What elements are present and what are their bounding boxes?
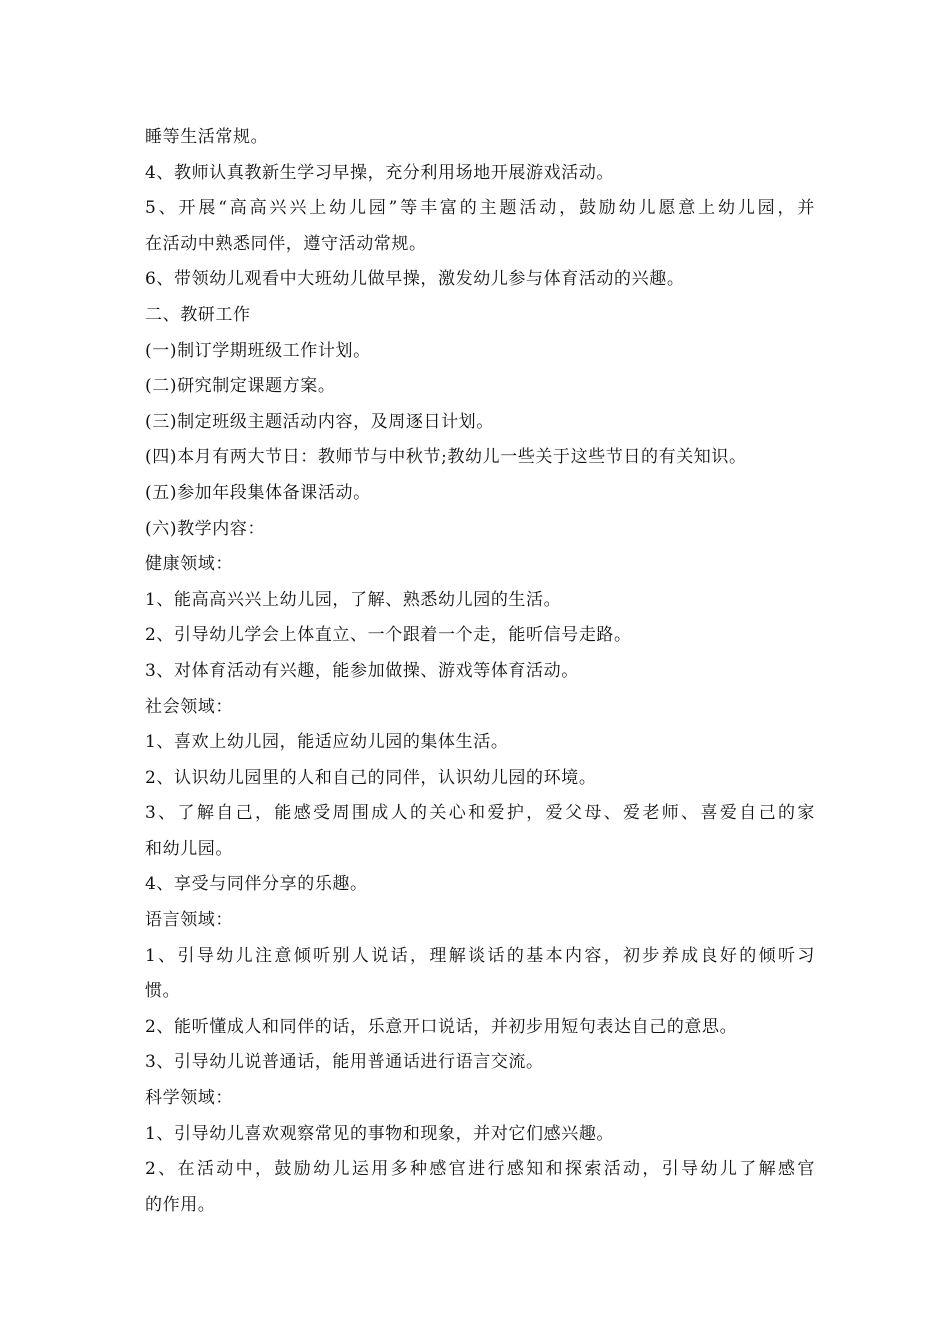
text-line: 2、能听懂成人和同伴的话，乐意开口说话，并初步用短句表达自己的意思。: [145, 1016, 738, 1037]
text-line: (三)制定班级主题活动内容，及周逐日计划。: [145, 411, 494, 432]
text-line: 3、了解自己，能感受周围成人的关心和爱护，爱父母、爱老师、喜爱自己的家: [145, 803, 815, 824]
text-line: (五)参加年段集体备课活动。: [145, 482, 371, 503]
text-line: 和幼儿园。: [145, 838, 233, 859]
text-line: 1、能高高兴兴上幼儿园，了解、熟悉幼儿园的生活。: [145, 589, 562, 610]
text-line: (四)本月有两大节日：教师节与中秋节;教幼儿一些关于这些节日的有关知识。: [145, 447, 747, 468]
text-line: 4、教师认真教新生学习早操，充分利用场地开展游戏活动。: [145, 162, 615, 183]
text-line: 的作用。: [145, 1194, 216, 1215]
text-line: 科学领域：: [145, 1088, 233, 1109]
text-line: 2、引导幼儿学会上体直立、一个跟着一个走，能听信号走路。: [145, 625, 632, 646]
text-line: 惯。: [145, 981, 181, 1002]
text-line: 3、引导幼儿说普通话，能用普通话进行语言交流。: [145, 1052, 544, 1073]
text-line: 1、引导幼儿注意倾听别人说话，理解谈话的基本内容，初步养成良好的倾听习: [145, 945, 815, 966]
text-line: 2、认识幼儿园里的人和自己的同伴，认识幼儿园的环境。: [145, 767, 597, 788]
text-line: 睡等生活常规。: [145, 127, 269, 147]
text-line: 1、引导幼儿喜欢观察常见的事物和现象，并对它们感兴趣。: [145, 1123, 615, 1144]
text-line: (二)研究制定课题方案。: [145, 376, 336, 397]
text-line: 3、对体育活动有兴趣，能参加做操、游戏等体育活动。: [145, 660, 579, 681]
text-line: 在活动中熟悉同伴，遵守活动常规。: [145, 233, 427, 254]
text-line: 5、开展“高高兴兴上幼儿园”等丰富的主题活动，鼓励幼儿愿意上幼儿园，并: [145, 198, 815, 219]
text-line: 社会领域：: [145, 696, 233, 717]
text-line: 4、享受与同伴分享的乐趣。: [145, 874, 368, 895]
text-line: 6、带领幼儿观看中大班幼儿做早操，激发幼儿参与体育活动的兴趣。: [145, 269, 685, 290]
text-line: 二、教研工作: [145, 304, 251, 325]
text-line: (六)教学内容：: [145, 518, 266, 539]
text-line: (一)制订学期班级工作计划。: [145, 340, 371, 361]
text-line: 1、喜欢上幼儿园，能适应幼儿园的集体生活。: [145, 732, 509, 753]
text-line: 2、在活动中，鼓励幼儿运用多种感官进行感知和探索活动，引导幼儿了解感官: [145, 1159, 815, 1180]
text-line: 健康领域：: [145, 554, 233, 575]
document-body: [145, 120, 815, 1223]
text-line: 语言领域：: [145, 910, 233, 931]
